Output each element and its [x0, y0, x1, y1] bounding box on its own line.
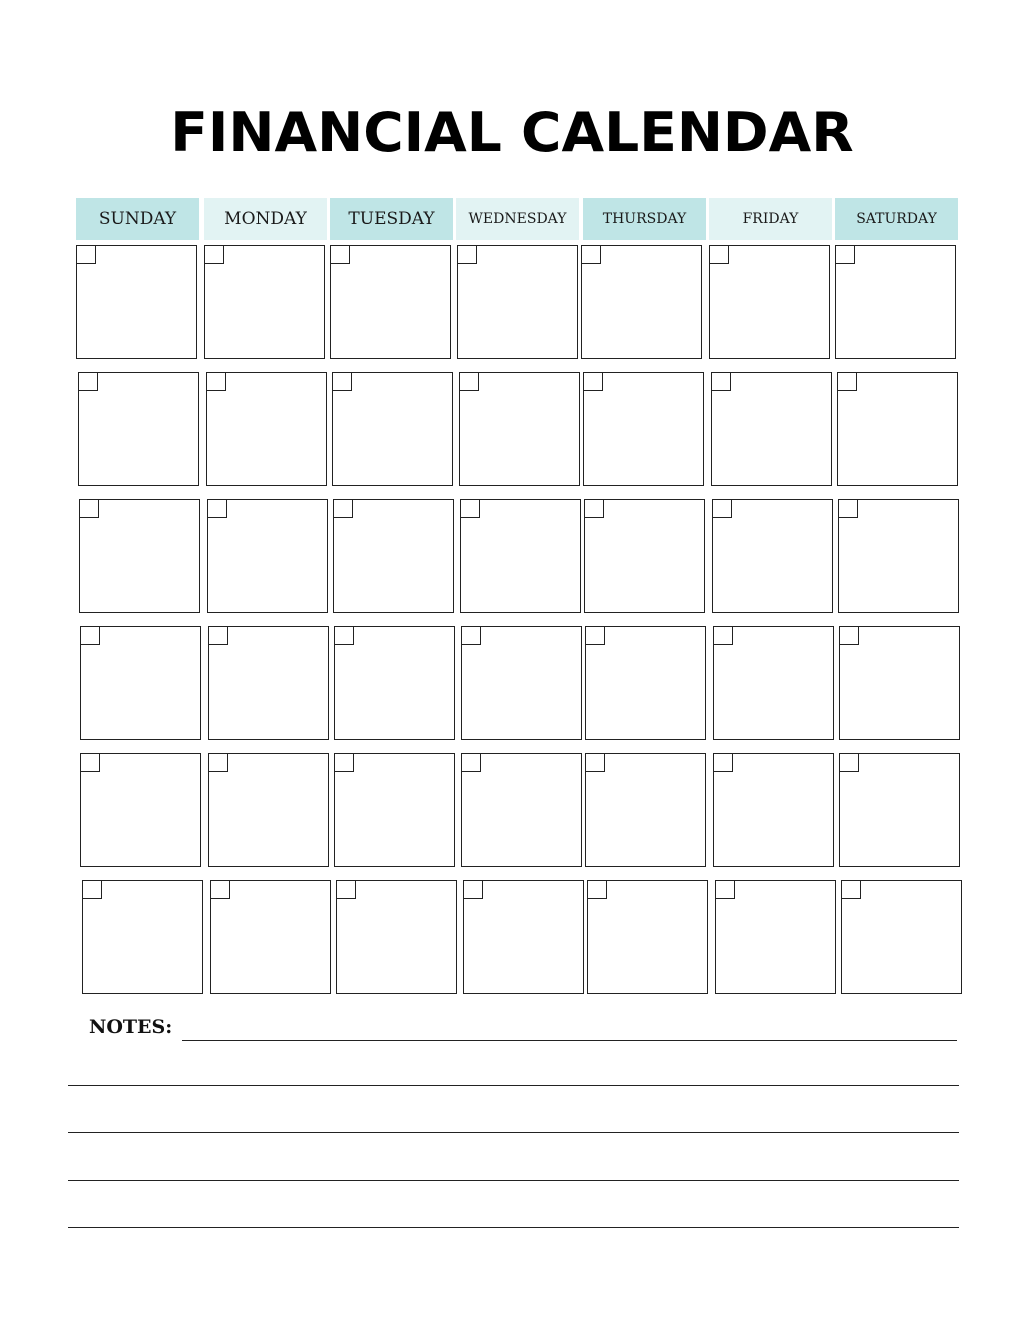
checkbox[interactable]	[460, 499, 480, 518]
checkbox[interactable]	[208, 753, 228, 772]
checkbox[interactable]	[79, 499, 99, 518]
checkbox[interactable]	[332, 372, 352, 391]
day-header-thursday: THURSDAY	[583, 198, 706, 240]
checkbox[interactable]	[333, 499, 353, 518]
day-header-tuesday: TUESDAY	[330, 198, 453, 240]
checkbox[interactable]	[837, 372, 857, 391]
checkbox[interactable]	[585, 626, 605, 645]
day-cell[interactable]	[330, 245, 451, 359]
day-cell[interactable]	[585, 626, 706, 740]
day-cell[interactable]	[712, 499, 833, 613]
checkbox[interactable]	[80, 753, 100, 772]
checkbox[interactable]	[330, 245, 350, 264]
day-cell[interactable]	[835, 245, 956, 359]
checkbox[interactable]	[713, 753, 733, 772]
notes-line[interactable]	[182, 1040, 957, 1041]
day-cell[interactable]	[336, 880, 457, 994]
checkbox[interactable]	[463, 880, 483, 899]
checkbox[interactable]	[208, 626, 228, 645]
checkbox[interactable]	[206, 372, 226, 391]
checkbox[interactable]	[581, 245, 601, 264]
day-cell[interactable]	[837, 372, 958, 486]
checkbox[interactable]	[80, 626, 100, 645]
day-cell[interactable]	[333, 499, 454, 613]
checkbox[interactable]	[713, 626, 733, 645]
day-cell[interactable]	[332, 372, 453, 486]
checkbox[interactable]	[82, 880, 102, 899]
checkbox[interactable]	[78, 372, 98, 391]
checkbox[interactable]	[584, 499, 604, 518]
day-header-saturday: SATURDAY	[835, 198, 958, 240]
day-cell[interactable]	[587, 880, 708, 994]
day-cell[interactable]	[584, 499, 705, 613]
checkbox[interactable]	[585, 753, 605, 772]
checkbox[interactable]	[334, 753, 354, 772]
day-cell[interactable]	[841, 880, 962, 994]
checkbox[interactable]	[76, 245, 96, 264]
notes-line[interactable]	[68, 1227, 959, 1228]
checkbox[interactable]	[587, 880, 607, 899]
checkbox[interactable]	[204, 245, 224, 264]
day-cell[interactable]	[711, 372, 832, 486]
notes-line[interactable]	[68, 1085, 959, 1086]
day-cell[interactable]	[208, 753, 329, 867]
checkbox[interactable]	[461, 753, 481, 772]
day-cell[interactable]	[709, 245, 830, 359]
day-header-monday: MONDAY	[204, 198, 327, 240]
day-cell[interactable]	[581, 245, 702, 359]
checkbox[interactable]	[210, 880, 230, 899]
day-cell[interactable]	[463, 880, 584, 994]
checkbox[interactable]	[459, 372, 479, 391]
day-cell[interactable]	[460, 499, 581, 613]
day-cell[interactable]	[839, 626, 960, 740]
day-cell[interactable]	[583, 372, 704, 486]
checkbox[interactable]	[457, 245, 477, 264]
day-cell[interactable]	[204, 245, 325, 359]
day-cell[interactable]	[207, 499, 328, 613]
day-header-wednesday: WEDNESDAY	[456, 198, 579, 240]
checkbox[interactable]	[709, 245, 729, 264]
day-cell[interactable]	[839, 753, 960, 867]
day-cell[interactable]	[459, 372, 580, 486]
day-cell[interactable]	[76, 245, 197, 359]
day-cell[interactable]	[838, 499, 959, 613]
day-cell[interactable]	[334, 753, 455, 867]
day-cell[interactable]	[713, 753, 834, 867]
checkbox[interactable]	[712, 499, 732, 518]
checkbox[interactable]	[336, 880, 356, 899]
day-cell[interactable]	[334, 626, 455, 740]
checkbox[interactable]	[334, 626, 354, 645]
day-header-sunday: SUNDAY	[76, 198, 199, 240]
day-cell[interactable]	[461, 626, 582, 740]
checkbox[interactable]	[841, 880, 861, 899]
day-header-friday: FRIDAY	[709, 198, 832, 240]
notes-label: NOTES:	[89, 1016, 173, 1038]
day-cell[interactable]	[210, 880, 331, 994]
day-cell[interactable]	[82, 880, 203, 994]
day-cell[interactable]	[79, 499, 200, 613]
page-title: FINANCIAL CALENDAR	[170, 101, 854, 164]
day-cell[interactable]	[206, 372, 327, 486]
day-cell[interactable]	[457, 245, 578, 359]
checkbox[interactable]	[711, 372, 731, 391]
day-cell[interactable]	[715, 880, 836, 994]
notes-line[interactable]	[68, 1180, 959, 1181]
day-cell[interactable]	[80, 753, 201, 867]
checkbox[interactable]	[715, 880, 735, 899]
checkbox[interactable]	[839, 626, 859, 645]
checkbox[interactable]	[838, 499, 858, 518]
checkbox[interactable]	[583, 372, 603, 391]
day-cell[interactable]	[461, 753, 582, 867]
checkbox[interactable]	[461, 626, 481, 645]
day-cell[interactable]	[80, 626, 201, 740]
day-cell[interactable]	[78, 372, 199, 486]
day-cell[interactable]	[208, 626, 329, 740]
checkbox[interactable]	[839, 753, 859, 772]
checkbox[interactable]	[207, 499, 227, 518]
checkbox[interactable]	[835, 245, 855, 264]
notes-line[interactable]	[68, 1132, 959, 1133]
day-cell[interactable]	[585, 753, 706, 867]
day-cell[interactable]	[713, 626, 834, 740]
